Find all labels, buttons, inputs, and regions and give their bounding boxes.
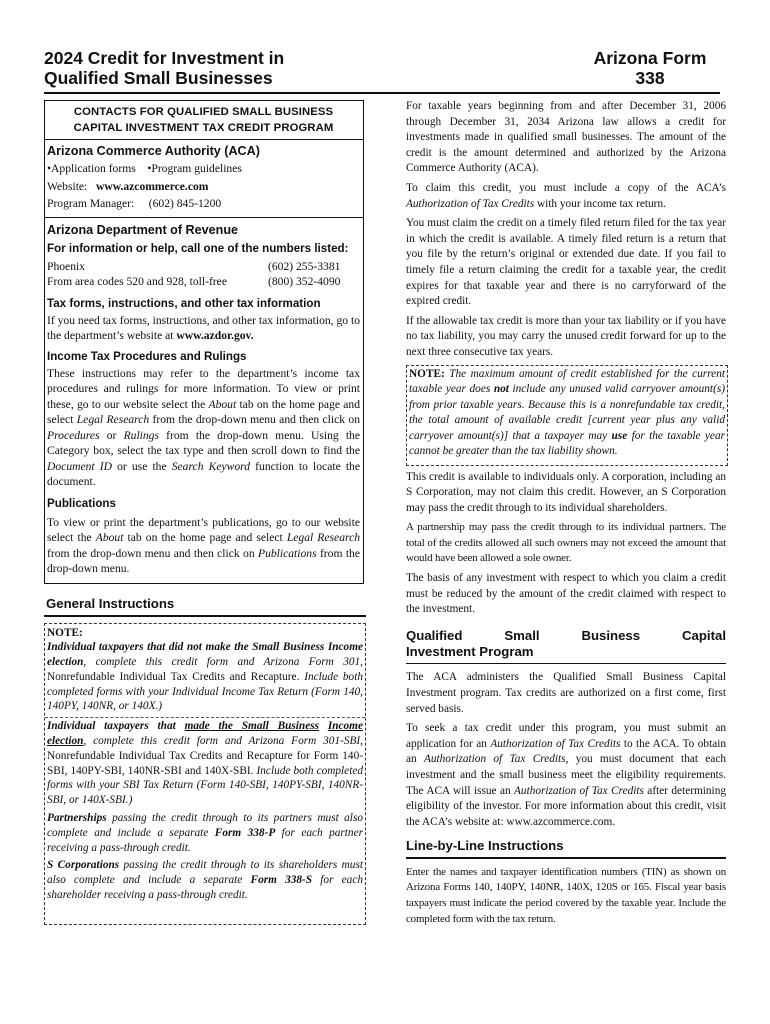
aca-bullet-guidelines: •Program guidelines xyxy=(147,162,242,175)
pub-legal-research: Legal Research xyxy=(286,531,361,544)
page-header xyxy=(44,48,720,92)
qsb-heading-word3: Business xyxy=(581,627,641,643)
document-title-line2: Qualified Small Businesses xyxy=(44,68,273,88)
n2-a: , complete this credit form and Arizona Form 301-SBI xyxy=(83,735,361,748)
n4-a: passing the credit through to its shareholders must also complete and include a separate xyxy=(47,859,363,887)
aca-admin-paragraph: The ACA administers the Qualified Small Business Capital Investment program. Tax credits are authorized on a first come, first served basis. xyxy=(406,671,726,715)
itp-text-6: or use the xyxy=(112,459,172,473)
intro-paragraph: For taxable years beginning from and after December 31, 2006 through December 31, 2034 Arizona law allows a credit for investments made in qualified small businesses. The amount of the credit is the amount determined and authorized by the Arizona Commerce Authority (ACA). xyxy=(406,100,726,175)
n4-b: for each shareholder receiving a pass-through credit. xyxy=(47,874,363,902)
n3-bold: Partnerships xyxy=(47,812,107,825)
adr-forms-heading: Tax forms, instructions, and other tax information xyxy=(47,296,321,310)
carryover-note-box xyxy=(406,365,728,466)
n3-form: Form 338-P xyxy=(214,826,276,839)
qsb-heading-line2: Investment Program xyxy=(406,643,534,659)
adr-tollfree-phone: (800) 352-4090 xyxy=(268,275,341,288)
left-column xyxy=(44,100,366,925)
adr-website-link[interactable]: www.azdor.gov. xyxy=(176,329,254,342)
p9-em2: Authorization of Tax Credits xyxy=(423,753,566,766)
aca-website-label: Website: xyxy=(47,179,88,193)
pub-text-3: from the drop-down menu and then click on xyxy=(47,546,258,560)
general-instructions-heading: General Instructions xyxy=(46,596,175,611)
itp-text-3: from the drop-down menu and then click on xyxy=(149,413,360,426)
qsb-heading xyxy=(406,628,726,644)
qsb-heading-word2: Small xyxy=(504,627,540,643)
carryover-note xyxy=(409,367,725,461)
general-note-individual xyxy=(47,640,363,714)
general-note-box xyxy=(44,623,366,925)
note-not: not xyxy=(493,383,509,396)
adr-heading: Arizona Department of Revenue xyxy=(47,222,239,237)
partnership-paragraph: A partnership may pass the credit through to its individual partners. The total of the credits allowed all such owners may not exceed the amount that would have been allowed a sole owner. xyxy=(406,521,726,565)
n1-c: Include both completed forms with your Individual Income Tax Return (Form 140, 140PY, 140NR, or 140X.) xyxy=(47,670,363,713)
adr-phoenix-row xyxy=(47,259,360,275)
pub-about: About xyxy=(95,531,124,544)
form-number-line2: 338 xyxy=(635,68,665,88)
contacts-divider xyxy=(45,217,363,218)
publications-text xyxy=(47,515,360,577)
n2-bold-u2: Income election xyxy=(47,720,363,748)
aca-website-row xyxy=(47,179,360,195)
n2-b: , Nonrefundable Individual Tax Credits and Recapture for Form 140-SBI, 140PY-SBI, 140NR-SBI and 140X-SBI. xyxy=(47,735,363,777)
general-instructions-rule xyxy=(44,615,366,617)
qsb-rule xyxy=(406,663,726,665)
itp-heading: Income Tax Procedures and Rulings xyxy=(47,349,247,363)
p2-b: with your income tax return. xyxy=(534,197,666,210)
adr-tollfree-label: From area codes 520 and 928, toll-free xyxy=(47,275,227,288)
n3-a: passing the credit through to its partners must also complete and include a separate xyxy=(47,812,363,839)
note-b: include any unused valid carryover amount(s) from prior taxable years. Because this is a nonrefundable tax credit, the total amount of available credit [current year plus any valid carryover amount(s)] that a taxpayer may xyxy=(409,383,725,442)
itp-text-5: from the drop-down menu. Using the Category box, select the tax type and then scroll down to find the xyxy=(47,428,360,457)
pub-publications: Publications xyxy=(257,546,317,560)
qsb-heading-word1: Qualified xyxy=(406,627,463,643)
note-divider xyxy=(45,717,365,718)
aca-manager-label: Program Manager: xyxy=(47,197,135,210)
general-note-scorps xyxy=(47,858,363,902)
header-rule xyxy=(44,92,720,94)
general-note-partnerships xyxy=(47,811,363,855)
p9-a: To seek a tax credit under this program, you must submit an application for an xyxy=(406,722,726,750)
document-title-line1: 2024 Credit for Investment in xyxy=(44,48,285,68)
aca-bullets xyxy=(47,161,360,177)
n1-bold: Individual taxpayers that did not make the Small Business Income election xyxy=(47,641,363,669)
right-column xyxy=(406,99,726,931)
general-note-label: NOTE: xyxy=(47,626,83,639)
contacts-title-rule xyxy=(45,139,363,140)
p9-b: to the ACA. To obtain an xyxy=(406,737,727,766)
contacts-box xyxy=(44,100,364,584)
n3-b: for each partner receiving a pass-through credit. xyxy=(47,826,363,854)
basis-paragraph: The basis of any investment with respect to which you claim a credit must be reduced by the amount of the credit claimed with respect to the investment. xyxy=(406,572,726,616)
note-c: for the taxable year cannot be greater than the tax liability shown. xyxy=(409,429,725,458)
document-title xyxy=(44,48,284,88)
note-label: NOTE: xyxy=(409,367,445,380)
adr-phoenix-label: Phoenix xyxy=(47,259,86,273)
form-number-line1: Arizona Form xyxy=(593,48,707,68)
individuals-paragraph: This credit is available to individuals only. A corporation, including an S Corporation, may not claim this credit. However, an S Corporation may pass the credit through to its individual shareholders. xyxy=(406,470,726,514)
names-tin-paragraph: Enter the names and taxpayer identification numbers (TIN) as shown on Arizona Forms 140, 140PY, 140NR, 140X, 120S or 165. Fiscal year basis taxpayers must indicate the period covered by the taxable year. Include the completed form with the tax return. xyxy=(406,865,726,925)
adr-info-heading: For information or help, call one of the numbers listed: xyxy=(47,241,349,255)
claim-paragraph xyxy=(406,181,726,212)
adr-phoenix-phone: (602) 255-3381 xyxy=(268,259,341,273)
aca-manager-row xyxy=(47,196,360,212)
form-number xyxy=(580,48,720,88)
p9-d: after determining eligibility of the investor. For more information about this credit, visit the ACA’s website at: www.azcommerce.com. xyxy=(406,784,726,828)
aca-bullet-application: •Application forms xyxy=(47,162,136,175)
itp-document-id: Document ID xyxy=(47,459,112,473)
timely-filed-paragraph: You must claim the credit on a timely filed return filed for the tax year in which the credit is available. A timely filed return is a return that you file by the return’s original or extended due date. If you fail to timely file a return claiming the credit for a taxable year, the credit expires for that taxable year and there is no carryforward of the expired credit. xyxy=(406,217,726,308)
itp-text-1: These instructions may refer to the department’s income tax procedures and rulings for more information. To view or print these, go to our website select the xyxy=(47,366,360,411)
adr-forms-text xyxy=(47,313,360,344)
adr-tollfree-row xyxy=(47,274,360,290)
itp-text-2: tab on the home page and select xyxy=(47,397,360,426)
line-by-line-rule xyxy=(406,857,726,859)
n2-bold-u1: made the Small Business xyxy=(184,720,320,733)
itp-procedures: Procedures xyxy=(47,428,100,442)
line-by-line-section xyxy=(406,838,726,927)
pub-text-2: tab on the home page and select xyxy=(123,531,287,544)
contacts-box-title-line1: CONTACTS FOR QUALIFIED SMALL BUSINESS xyxy=(73,106,334,118)
n2-bold: Individual taxpayers that xyxy=(47,720,185,733)
aca-website-link[interactable]: www.azcommerce.com xyxy=(95,179,209,193)
p9-em1: Authorization of Tax Credits xyxy=(490,737,621,750)
n4-form: Form 338-S xyxy=(250,874,313,887)
n2-c: Include both completed forms with your SBI Tax Return (Form 140-SBI, 140PY-SBI, 140NR-SBI, or 140X-SBI.) xyxy=(47,764,363,807)
p9-em3: Authorization of Tax Credits xyxy=(514,784,644,797)
general-note-sbi xyxy=(47,719,363,808)
itp-text-4: or xyxy=(99,428,124,442)
note-a: The maximum amount of credit established for the current taxable year does xyxy=(409,367,725,396)
p2-em: Authorization of Tax Credits xyxy=(406,197,535,210)
n4-bold: S Corporations xyxy=(47,859,120,872)
itp-about: About xyxy=(208,397,237,411)
qsb-heading-word4: Capital xyxy=(682,627,726,643)
n1-a: , complete this credit form and Arizona Form 301 xyxy=(83,656,361,669)
general-instructions-section xyxy=(44,596,366,925)
p2-a: To claim this credit, you must include a copy of the ACA’s xyxy=(406,181,726,194)
itp-search-keyword: Search Keyword xyxy=(171,459,251,473)
pub-text-1: To view or print the department’s publications, go to our website select the xyxy=(47,515,360,544)
qsb-section xyxy=(406,628,726,830)
pub-text-4: from the drop-down menu. xyxy=(47,546,360,575)
n1-b: , Nonrefundable Individual Tax Credits and Recapture. xyxy=(47,656,363,683)
itp-rulings: Rulings xyxy=(123,428,159,442)
seek-credit-paragraph xyxy=(406,721,726,830)
publications-heading: Publications xyxy=(47,496,116,510)
contacts-box-title xyxy=(47,105,360,136)
note-use: use xyxy=(611,429,628,442)
itp-text xyxy=(47,366,360,490)
line-by-line-heading: Line-by-Line Instructions xyxy=(406,838,564,854)
aca-heading: Arizona Commerce Authority (ACA) xyxy=(47,144,260,158)
aca-manager-phone: (602) 845-1200 xyxy=(148,197,222,210)
itp-text-7: function to locate the document. xyxy=(47,459,360,488)
itp-legal-research: Legal Research xyxy=(76,413,150,426)
contacts-box-title-line2: CAPITAL INVESTMENT TAX CREDIT PROGRAM xyxy=(73,121,334,134)
adr-forms-text-body: If you need tax forms, instructions, and other tax information, go to the department’s website at xyxy=(47,313,360,342)
p9-c: , you must document that each investment and the small business meet the eligibility requirements. The ACA will issue an xyxy=(406,753,726,797)
carryforward-paragraph: If the allowable tax credit is more than your tax liability or if you have no tax liability, you may carry the unused credit forward for up to the next three consecutive tax years. xyxy=(406,314,726,358)
